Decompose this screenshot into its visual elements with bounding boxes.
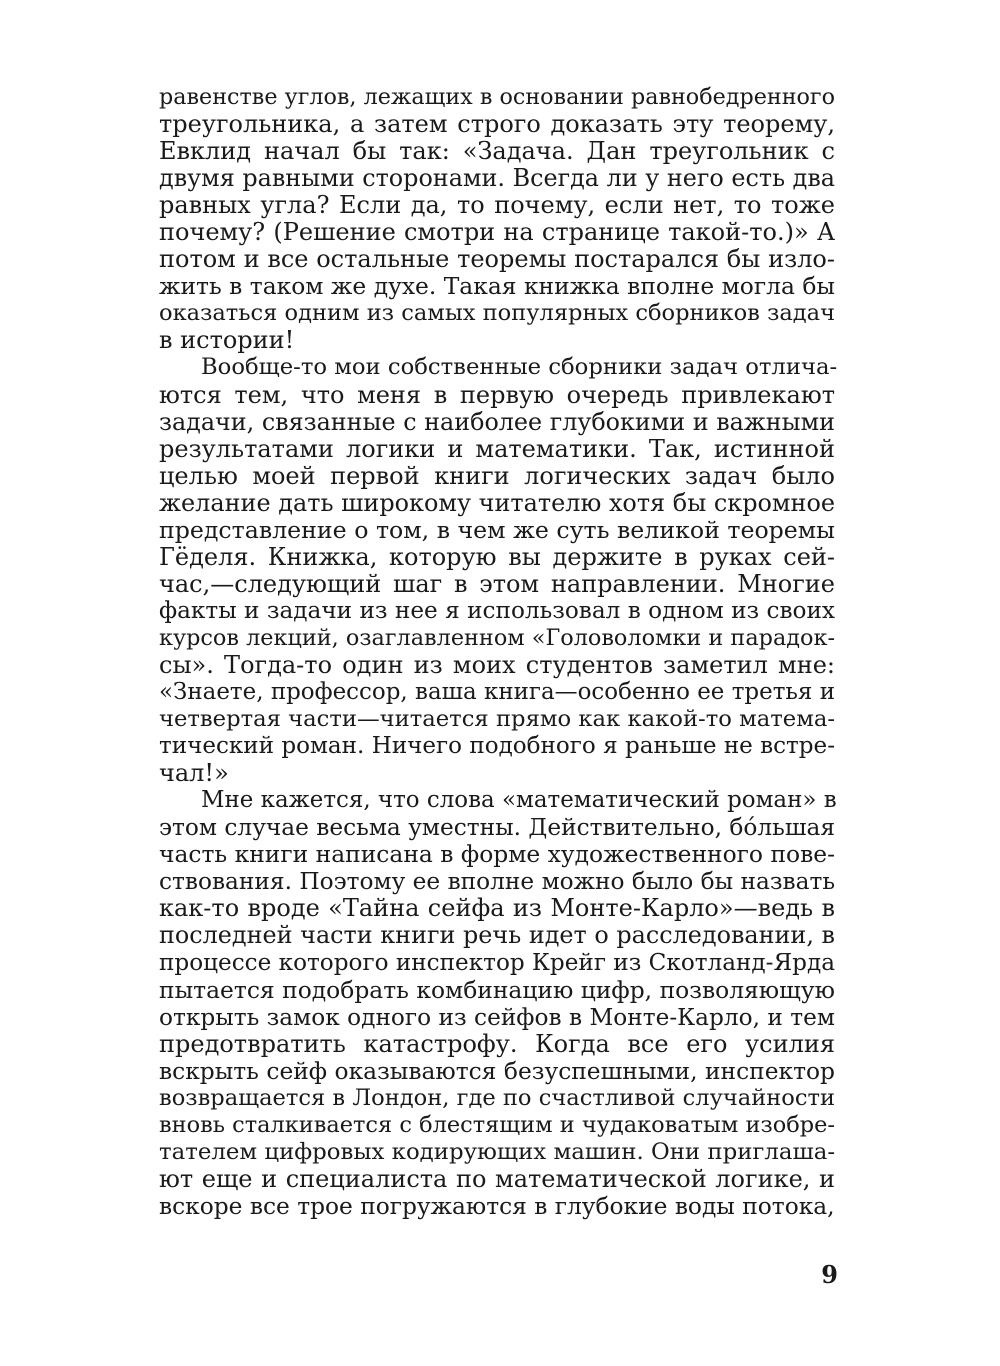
text-line: ют еще и специалиста по математической логике, и (159, 1164, 835, 1193)
text-line: равных угла? Если да, то почему, если нет, то тоже (159, 191, 835, 220)
text-line: тический роман. Ничего подобного я раньше не встре- (159, 733, 835, 760)
text-line: представление о том, в чем же суть великой теоремы (159, 515, 835, 544)
text-line: сы». Тогда-то один из моих студентов заметил мне: (159, 650, 835, 679)
text-line: процессе которого инспектор Крейг из Скотланд-Ярда (159, 949, 835, 976)
text-line: почему? (Решение смотри на странице такой-то.)» А (159, 218, 835, 247)
text-line: двумя равными сторонами. Всегда ли у него есть два (159, 164, 835, 193)
text-line: как-то вроде «Тайна сейфа из Монте-Карло»—ведь в (159, 894, 835, 923)
page-number: 9 (821, 1260, 838, 1289)
text-line: жить в таком же духе. Такая книжка вполне могла бы (159, 272, 835, 301)
paragraph (159, 84, 835, 354)
text-line: четвертая части—читается прямо как какой-то матема- (159, 706, 835, 733)
text-line: результатами логики и математики. Так, истинной (159, 434, 835, 463)
text-line: возвращается в Лондон, где по счастливой случайности (159, 1084, 835, 1111)
text-line: ются тем, что меня в первую очередь привлекают (159, 380, 835, 409)
text-line: треугольника, а затем строго доказать эту теорему, (159, 110, 835, 139)
text-line: курсов лекций, озаглавленном «Головоломки и парадок- (159, 624, 835, 651)
text-line: часть книги написана в форме художественного пове- (159, 840, 835, 869)
text-line: чал!» (159, 759, 229, 788)
text-line: ствования. Поэтому ее вполне можно было бы назвать (159, 868, 835, 896)
text-line: тателем цифровых кодирующих машин. Они приглаша- (159, 1138, 836, 1165)
text-line: час,—следующий шаг в этом направлении. Многие (159, 569, 835, 598)
text-line: последней части книги речь идет о расследовании, в (159, 921, 835, 950)
text-line: в истории! (159, 326, 295, 355)
text-line: вскрыть сейф оказываются безуспешными, инспектор (159, 1056, 835, 1085)
text-line: желание дать широкому читателю хотя бы скромное (159, 488, 835, 517)
text-line: потом и все остальные теоремы постарался бы изло- (159, 245, 835, 274)
text-line: задачи, связанные с наиболее глубокими и важными (159, 407, 835, 436)
text-line: целью моей первой книги логических задач было (159, 461, 835, 490)
text-line: вскоре все трое погружаются в глубокие воды потока, (159, 1192, 835, 1220)
text-line: Гёделя. Книжка, которую вы держите в руках сей- (159, 542, 835, 571)
text-line: этом случае весьма уместны. Действительно, бóльшая (159, 814, 835, 842)
text-line: предотвратить катастрофу. Когда все его усилия (159, 1029, 835, 1058)
text-line: «Знаете, профессор, ваша книга—особенно ее третья и (159, 679, 835, 706)
text-line: равенстве углов, лежащих в основании равнобедренного (159, 84, 835, 110)
body-text (159, 84, 838, 1220)
text-line: факты и задачи из нее я использовал в одном из своих (159, 597, 835, 624)
text-line: Евклид начал бы так: «Задача. Дан треугольник с (159, 137, 835, 166)
text-line: Вообще-то мои собственные сборники задач отлича- (201, 354, 838, 381)
text-line: открыть замок одного из сейфов в Монте-Карло, и тем (159, 1003, 835, 1031)
text-line: пытается подобрать комбинацию цифр, позволяющую (159, 975, 835, 1004)
text-line: вновь сталкивается с блестящим и чудаковатым изобре- (159, 1111, 835, 1138)
paragraph (159, 354, 838, 788)
text-line: оказаться одним из самых популярных сборников задач (159, 300, 835, 327)
paragraph (159, 787, 835, 1220)
text-line: Мне кажется, что слова «математический роман» в (201, 787, 837, 814)
